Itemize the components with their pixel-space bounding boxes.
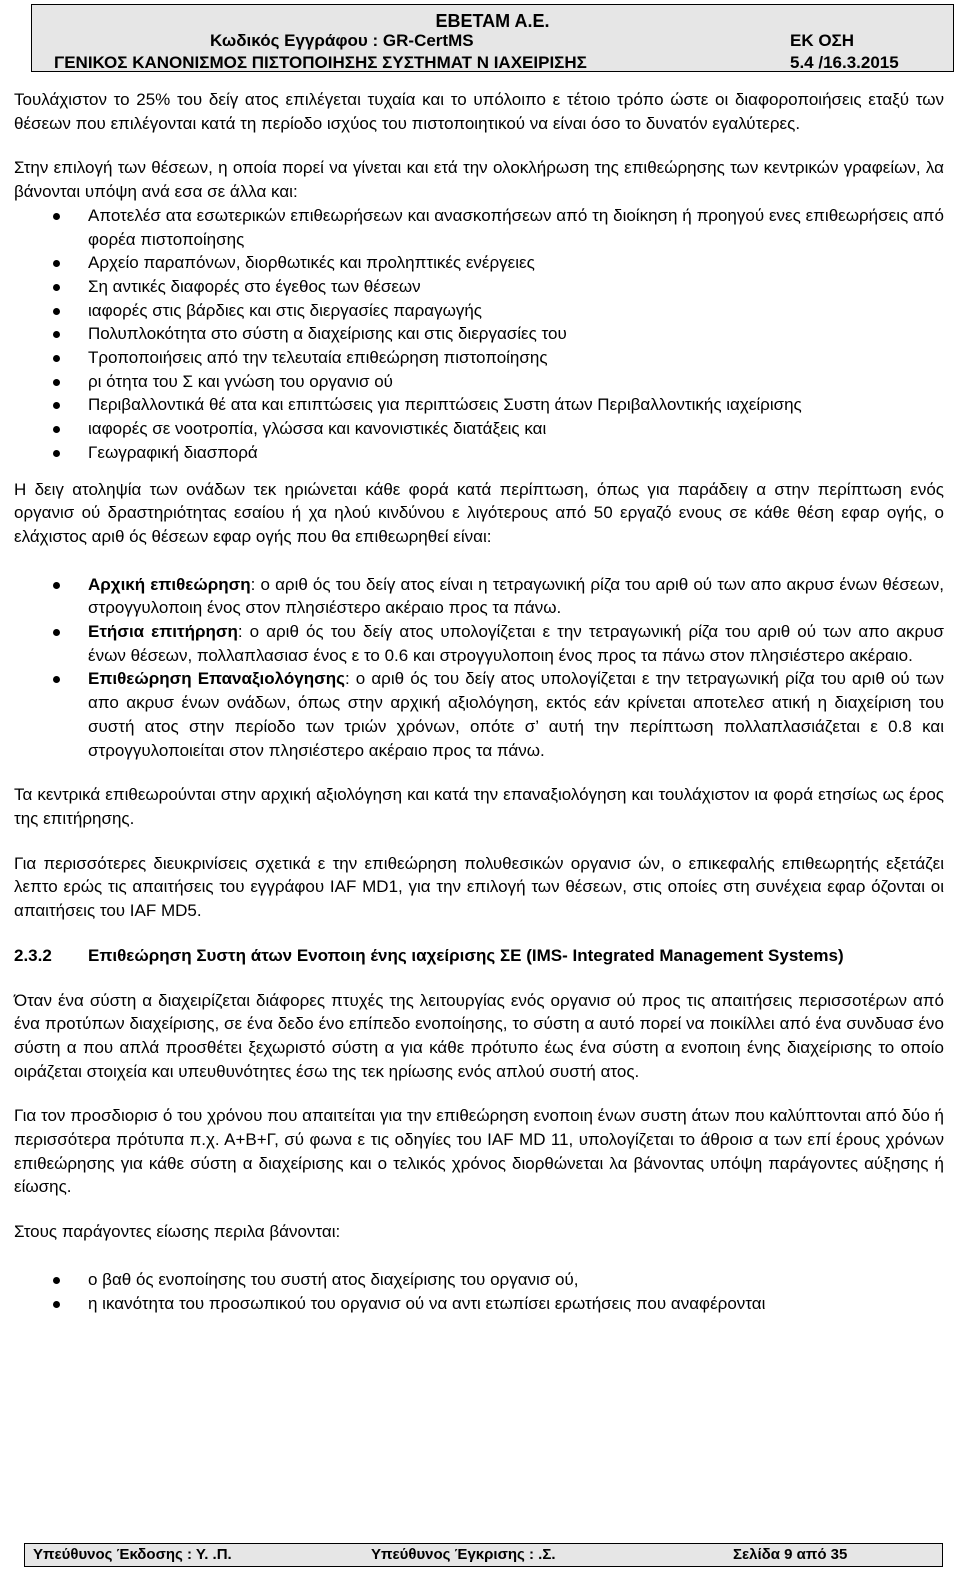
paragraph: Στην επιλογή των θέσεων, η οποία πορεί να γίνεται και ετά την ολοκλήρωση της επιθεώρησης των κεντρικών γραφείων, λα βάνονται υπόψη ανά εσα σε άλλα και: — [14, 158, 944, 202]
sampling-list — [14, 573, 944, 763]
list-item: Γεωγραφική διασπορά — [14, 441, 944, 465]
edition-value: 5.4 /16.3.2015 — [790, 53, 899, 72]
list-item: Περιβαλλοντικά θέ ατα και επιπτώσεις για περιπτώσεις Συστη άτων Περιβαλλοντικής ιαχείρισης — [14, 393, 944, 417]
list-item: Ση αντικές διαφορές στο έγεθος των θέσεων — [14, 275, 944, 299]
term: Αρχική επιθεώρηση — [88, 574, 251, 594]
document-title: ΓΕΝΙΚΟΣ ΚΑΝΟΝΙΣΜΟΣ ΠΙΣΤΟΠΟΙΗΣΗΣ ΣΥΣΤΗΜΑΤ Ν ΙΑΧΕΙΡΙΣΗΣ — [54, 53, 587, 72]
term-text: : ο αριθ ός του δείγ ατος υπολογίζεται ε την τετραγωνική ρίζα του αριθ ού των απο ακρυσ ένων θέσεων, πολλαπλασιασ ένος ε το 0.6 και στρογγυλοποιη ένος προς τα πάνω στον πλησιέστερο ακέραιο. — [88, 622, 944, 665]
list-item — [14, 667, 944, 762]
paragraph: Τα κεντρικά επιθεωρούνται στην αρχική αξιολόγηση και κατά την επαναξιολόγηση και τουλάχιστον ια φορά ετησίως ως έρος της επιτήρησης. — [14, 785, 944, 828]
paragraph: Για τον προσδιορισ ό του χρόνου που απαιτείται για την επιθεώρηση ενοποιη ένων συστη άτων που καλύπτονται από δύο ή περισσότερα πρότυπα π.χ. Α+Β+Γ, σύ φωνα ε τις οδηγίες του IAF MD 11, υπολογίζεται το άθροισ α των επί έρους χρόνων επιθεώρησης για κάθε σύστη α διαχείρισης και ο τελικός χρόνος διορθώνεται λα βάνοντας υπόψη παράγοντες αύξησης ή είωσης. — [14, 1106, 944, 1197]
edition-label: ΕΚ ΟΣΗ — [790, 31, 855, 50]
list-item: ιαφορές σε νοοτροπία, γλώσσα και κανονιστικές διατάξεις και — [14, 417, 944, 441]
list-item — [14, 573, 944, 620]
document-code: Κωδικός Εγγράφου : GR-CertMS — [210, 31, 474, 50]
list-item: Πολυπλοκότητα στο σύστη α διαχείρισης και στις διεργασίες του — [14, 322, 944, 346]
list-item: ο βαθ ός ενοποίησης του συστή ατος διαχείρισης του οργανισ ού, — [14, 1268, 944, 1292]
paragraph: Η δειγ ατοληψία των ονάδων τεκ ηριώνεται κάθε φορά κατά περίπτωση, όπως για παράδειγ α στην περίπτωση ενός οργανισ ού δραστηριότητας εσαίου ή χα ηλού κινδύνου ε λιγότερους από 50 εργαζό ενους σε κάθε θέση εφαρ ογής, ο ελάχιστος αριθ ός θέσεων εφαρ ογής που θα επιθεωρηθεί είναι: — [14, 479, 944, 546]
paragraph: Όταν ένα σύστη α διαχειρίζεται διάφορες πτυχές της λειτουργίας ενός οργανισ ού προς τις απαιτήσεις περισσοτέρων από ένα προτύπων διαχείρισης, σε ένα δεδο ένο επίπεδο ενοποίησης, το σύστη α αυτό πορεί να ποικίλλει από ένα συνδυασ ένο σύστη α που απλά προσθέτει ξεχωριστό σύστη α για κάθε πρότυπο έως ένα σύστη α ενοποιη ένης διαχείρισης το οποίο οιράζεται στοιχεία και υπευθυνότητες έσω της τεκ ηρίωσης ενός απλού συστή ατος. — [14, 990, 944, 1081]
issue-responsible: Υπεύθυνος Έκδοσης : Υ. .Π. — [33, 1546, 232, 1563]
list-item: η ικανότητα του προσωπικού του οργανισ ού να αντι ετωπίσει ερωτήσεις που αναφέρονται — [14, 1292, 944, 1316]
reduction-factors-list — [14, 1268, 944, 1315]
section-title: Επιθεώρηση Συστη άτων Ενοποιη ένης ιαχείρισης ΣΕ (IMS- Integrated Management Systems) — [88, 945, 844, 965]
company-name: ΕΒΕΤΑΜ Α.Ε. — [435, 11, 550, 31]
section-number: 2.3.2 — [14, 945, 52, 965]
section-heading — [14, 944, 944, 968]
approval-responsible: Υπεύθυνος Έγκρισης : .Σ. — [371, 1546, 556, 1563]
term: Επιθεώρηση Επαναξιολόγησης — [88, 669, 345, 689]
term-text: : ο αριθ ός του δείγ ατος υπολογίζεται ε την τετραγωνική ρίζα του αριθ ού των απο ακρυσ ένων ονάδων, όπως στην αρχική αξιολόγηση, εκτός εάν κρίνεται αποτελεσ ατική η διαχείριση του συστή ατος στην περίοδο των τριών χρόνων, οπότε σ’ αυτή την περίπτωση πολλαπλασιάζεται ε 0.8 και στρογγυλοποιείται στον πλησιέστερο ακέραιο προς τα πάνω. — [88, 669, 945, 760]
list-item: Αρχείο παραπόνων, διορθωτικές και προληπτικές ενέργειες — [14, 251, 944, 275]
list-item: Αποτελέσ ατα εσωτερικών επιθεωρήσεων και ανασκοπήσεων από τη διοίκηση ή προηγού ενες επιθεωρήσεις από φορέα πιστοποίησης — [14, 204, 944, 251]
list-item — [14, 620, 944, 667]
term: Ετήσια επιτήρηση — [88, 622, 238, 642]
page-number: Σελίδα 9 από 35 — [733, 1546, 848, 1563]
document-footer — [24, 1543, 943, 1567]
document-header — [31, 4, 954, 72]
paragraph: Για περισσότερες διευκρινίσεις σχετικά ε την επιθεώρηση πολυθεσικών οργανισ ών, ο επικεφαλής επιθεωρητής εξετάζει λεπτο ερώς τις απαιτήσεις του εγγράφου IAF MD1, για την επιλογή των θέσεων, στις οποίες στη συνέχεια εφαρ όζονται οι απαιτήσεις του IAF MD5. — [14, 853, 944, 921]
list-item: Τροποποιήσεις από την τελευταία επιθεώρηση πιστοποίησης — [14, 346, 944, 370]
paragraph: Στους παράγοντες είωσης περιλα βάνονται: — [14, 1222, 341, 1242]
list-item: ιαφορές στις βάρδιες και στις διεργασίες παραγωγής — [14, 299, 944, 323]
list-item: ρι ότητα του Σ και γνώση του οργανισ ού — [14, 370, 944, 394]
term-text: : ο αριθ ός του δείγ ατος είναι η τετραγωνική ρίζα του αριθ ού των απο ακρυσ ένων θέσεων, στρογγυλοποιη ένος στον πλησιέστερο ακέραιο προς τα πάνω. — [88, 574, 945, 618]
document-body — [14, 88, 944, 1315]
paragraph: Τουλάχιστον το 25% του δείγ ατος επιλέγεται τυχαία και το υπόλοιπο ε τέτοιο τρόπο ώστε οι διαφοροποιήσεις εταξύ των θέσεων που επιλέγονται κατά τη περίοδο ισχύος του πιστοποιητικού να είναι όσο το δυνατόν εγαλύτερες. — [14, 90, 944, 133]
criteria-list — [14, 204, 944, 465]
